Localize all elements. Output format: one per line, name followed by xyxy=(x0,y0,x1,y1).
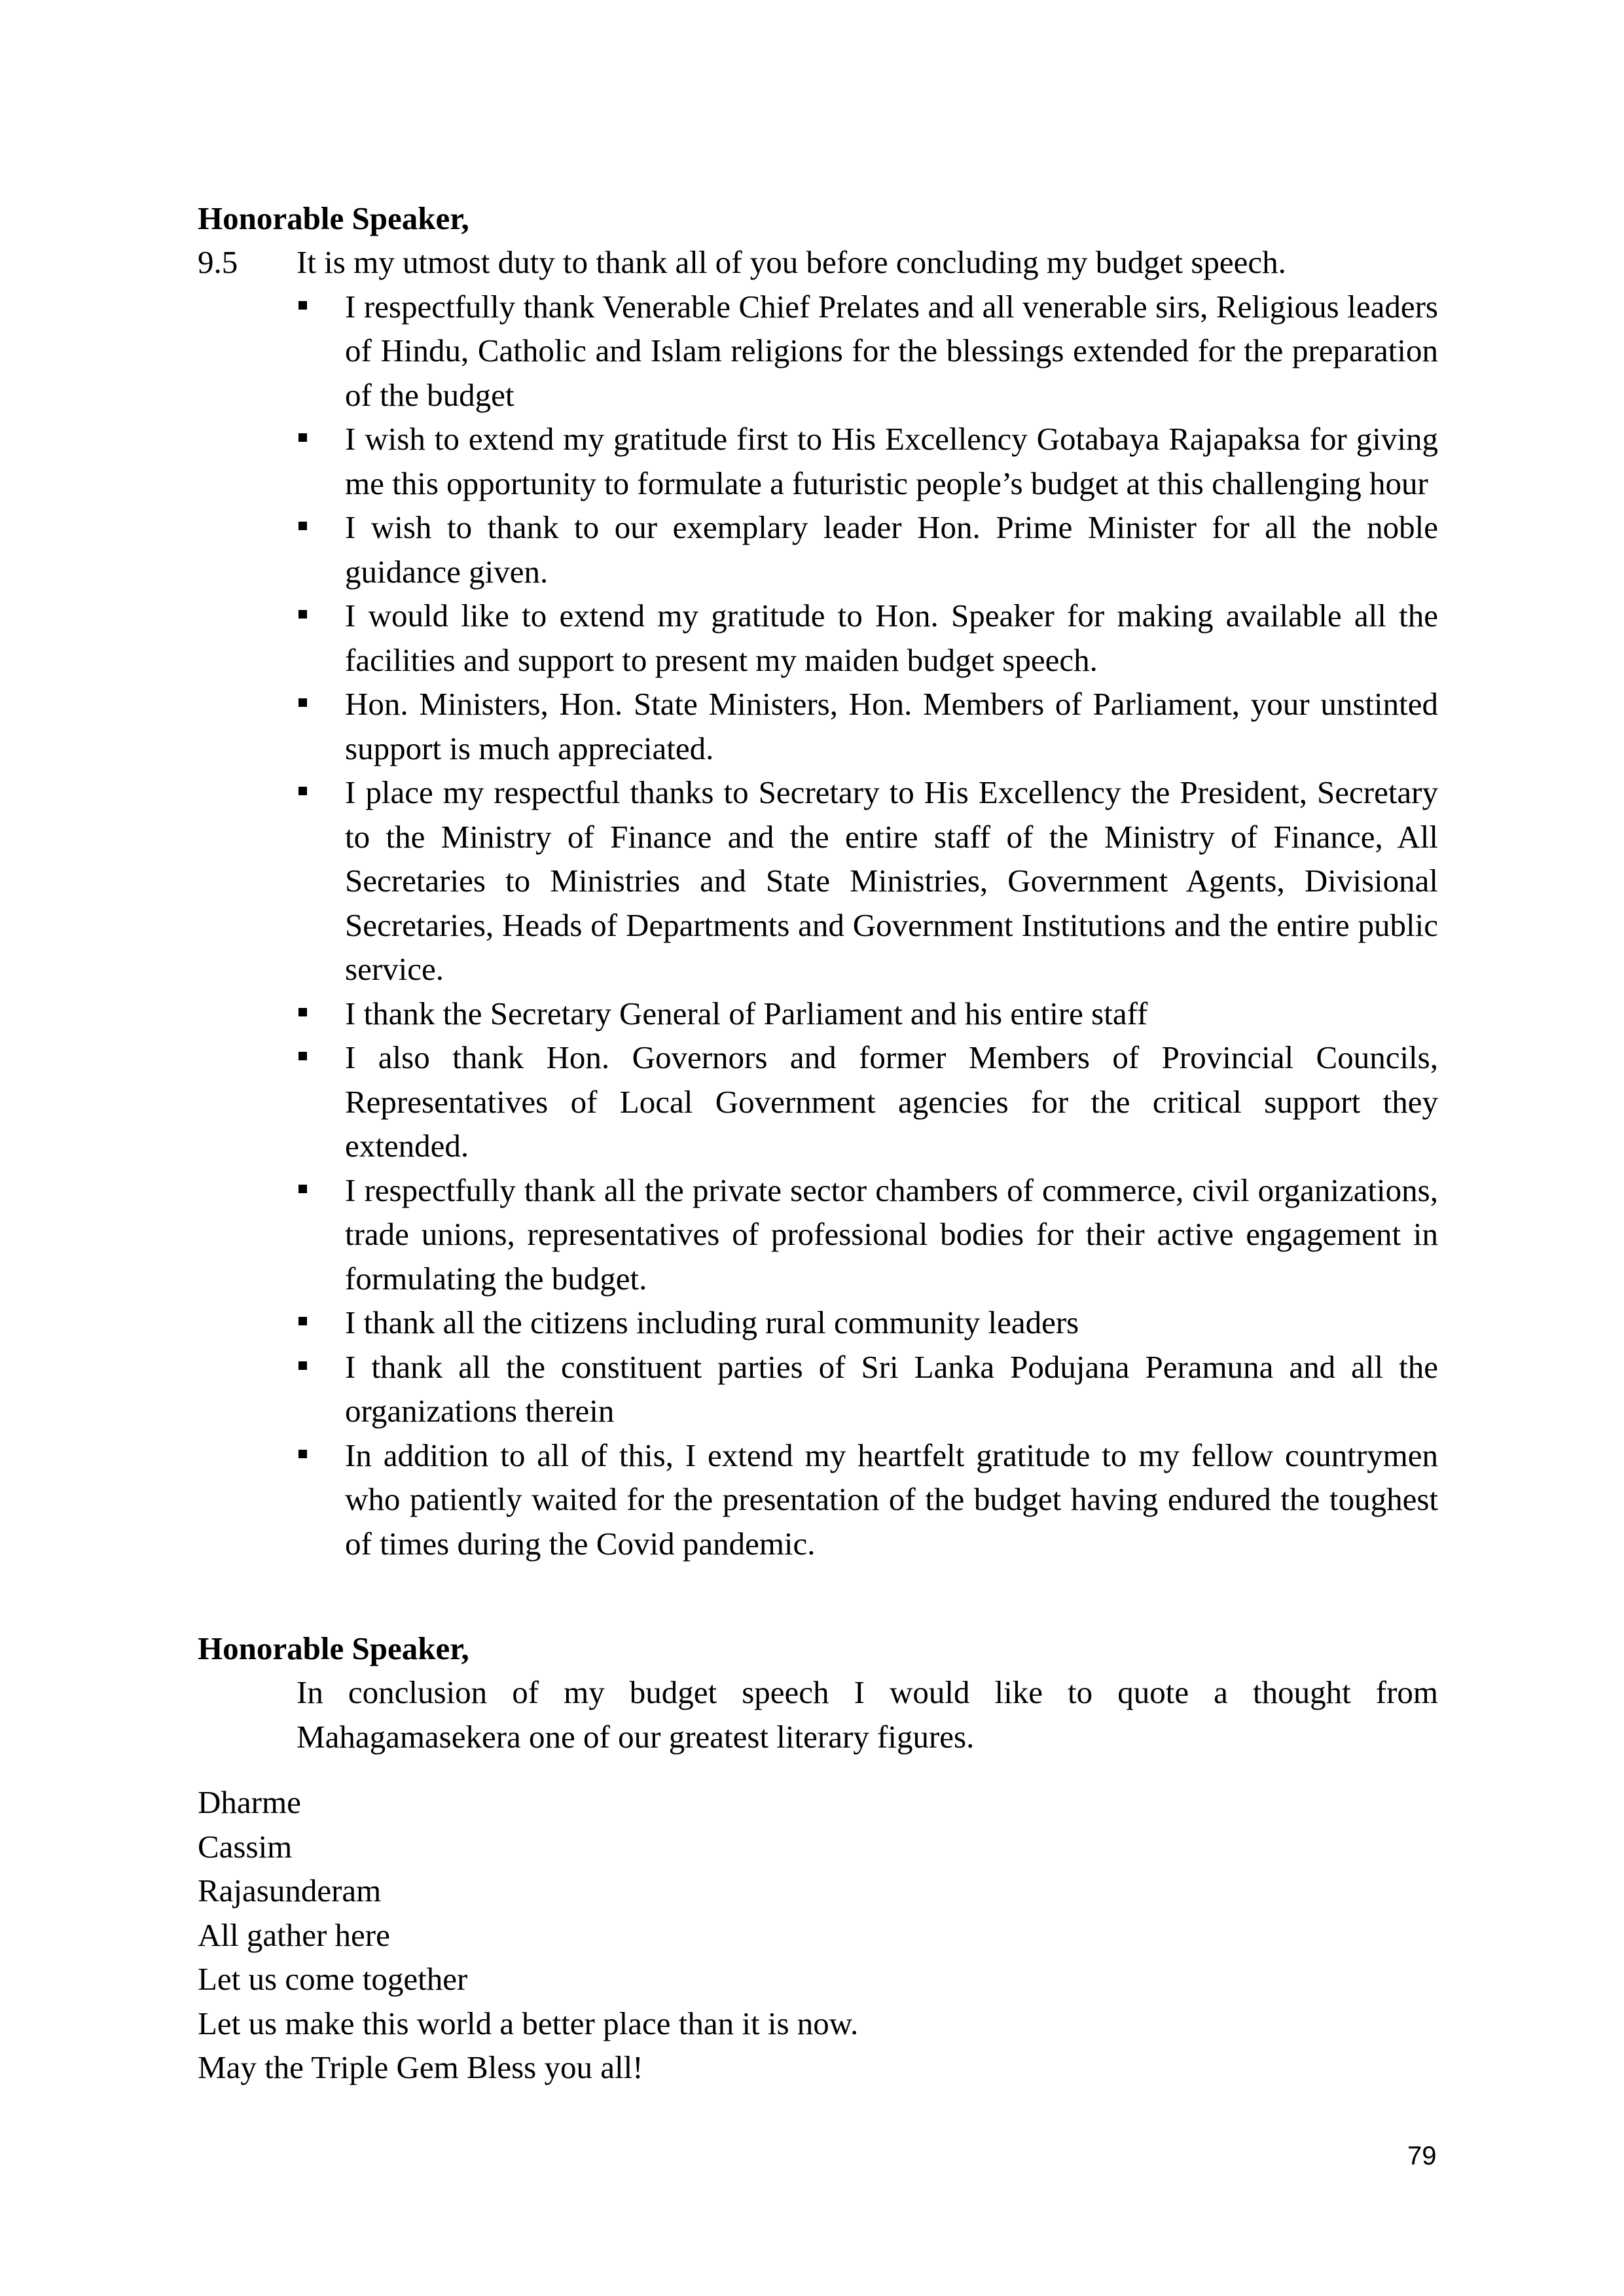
list-item xyxy=(198,770,1438,992)
section-intro: It is my utmost duty to thank all of you before concluding my budget speech. xyxy=(297,244,1286,280)
list-item xyxy=(198,505,1438,594)
list-item xyxy=(198,594,1438,682)
poem-line: Dharme xyxy=(198,1784,301,1820)
list-item-text: I thank all the constituent parties of Sri Lanka Podujana Peramuna and all the organizations therein xyxy=(345,1348,1438,1429)
square-bullet-icon xyxy=(298,1008,307,1016)
poem xyxy=(198,1780,858,2090)
list-item-text: I also thank Hon. Governors and former Members of Provincial Councils, Representatives of Local Government agencies for the critical support they extended. xyxy=(345,1039,1438,1164)
list-item-text: I place my respectful thanks to Secretary to His Excellency the President, Secretary to the Ministry of Finance and the entire staff of the Ministry of Finance, All Secretaries to Ministries and State Ministries, Government Agents, Divisional Secretaries, Heads of Departments and Government Institutions and the entire public service. xyxy=(345,774,1438,987)
list-item xyxy=(198,1433,1438,1566)
section-heading: Honorable Speaker, xyxy=(198,1630,469,1666)
list-item-text: In addition to all of this, I extend my heartfelt gratitude to my fellow countrymen who patiently waited for the presentation of the budget having endured the toughest of times during the Covid pandemic. xyxy=(345,1437,1438,1562)
square-bullet-icon xyxy=(298,1361,307,1370)
list-item xyxy=(198,417,1438,505)
square-bullet-icon xyxy=(298,433,307,442)
poem-line: Rajasunderam xyxy=(198,1873,382,1909)
section-number: 9.5 xyxy=(198,244,238,280)
list-item-text: I respectfully thank all the private sector chambers of commerce, civil organizations, trade unions, representatives of professional bodies for their active engagement in formulating the budget. xyxy=(345,1172,1438,1297)
list-item xyxy=(198,1168,1438,1301)
conclusion-paragraph: In conclusion of my budget speech I would like to quote a thought from Mahagamasekera one of our greatest literary figures. xyxy=(297,1674,1438,1755)
square-bullet-icon xyxy=(298,301,307,310)
list-item-text: I respectfully thank Venerable Chief Prelates and all venerable sirs, Religious leaders of Hindu, Catholic and Islam religions for the blessings extended for the preparation of the budget xyxy=(345,288,1438,413)
list-item xyxy=(198,1345,1438,1433)
list-item xyxy=(198,285,1438,418)
list-item xyxy=(198,682,1438,770)
square-bullet-icon xyxy=(298,1450,307,1458)
square-bullet-icon xyxy=(298,1052,307,1060)
poem-line: May the Triple Gem Bless you all! xyxy=(198,2049,643,2085)
list-item-text: I thank all the citizens including rural community leaders xyxy=(345,1304,1079,1340)
square-bullet-icon xyxy=(298,787,307,795)
poem-line: Let us come together xyxy=(198,1961,468,1997)
acknowledgement-list xyxy=(198,285,1438,1566)
page-number: 79 xyxy=(1407,2142,1437,2170)
section-heading: Honorable Speaker, xyxy=(198,200,469,236)
list-item-text: I wish to extend my gratitude first to His Excellency Gotabaya Rajapaksa for giving me this opportunity to formulate a futuristic people’s budget at this challenging hour xyxy=(345,421,1438,501)
list-item xyxy=(198,1035,1438,1168)
list-item-text: Hon. Ministers, Hon. State Ministers, Hon. Members of Parliament, your unstinted support is much appreciated. xyxy=(345,686,1438,766)
poem-line: All gather here xyxy=(198,1916,390,1953)
list-item xyxy=(198,1300,1438,1345)
square-bullet-icon xyxy=(298,698,307,707)
square-bullet-icon xyxy=(298,610,307,619)
square-bullet-icon xyxy=(298,1317,307,1325)
poem-line: Let us make this world a better place than it is now. xyxy=(198,2005,859,2041)
list-item-text: I would like to extend my gratitude to Hon. Speaker for making available all the facilities and support to present my maiden budget speech. xyxy=(345,598,1438,678)
list-item-text: I wish to thank to our exemplary leader Hon. Prime Minister for all the noble guidance given. xyxy=(345,509,1438,590)
list-item-text: I thank the Secretary General of Parliament and his entire staff xyxy=(345,995,1148,1031)
list-item xyxy=(198,992,1438,1036)
square-bullet-icon xyxy=(298,522,307,530)
square-bullet-icon xyxy=(298,1185,307,1193)
poem-line: Cassim xyxy=(198,1828,293,1865)
